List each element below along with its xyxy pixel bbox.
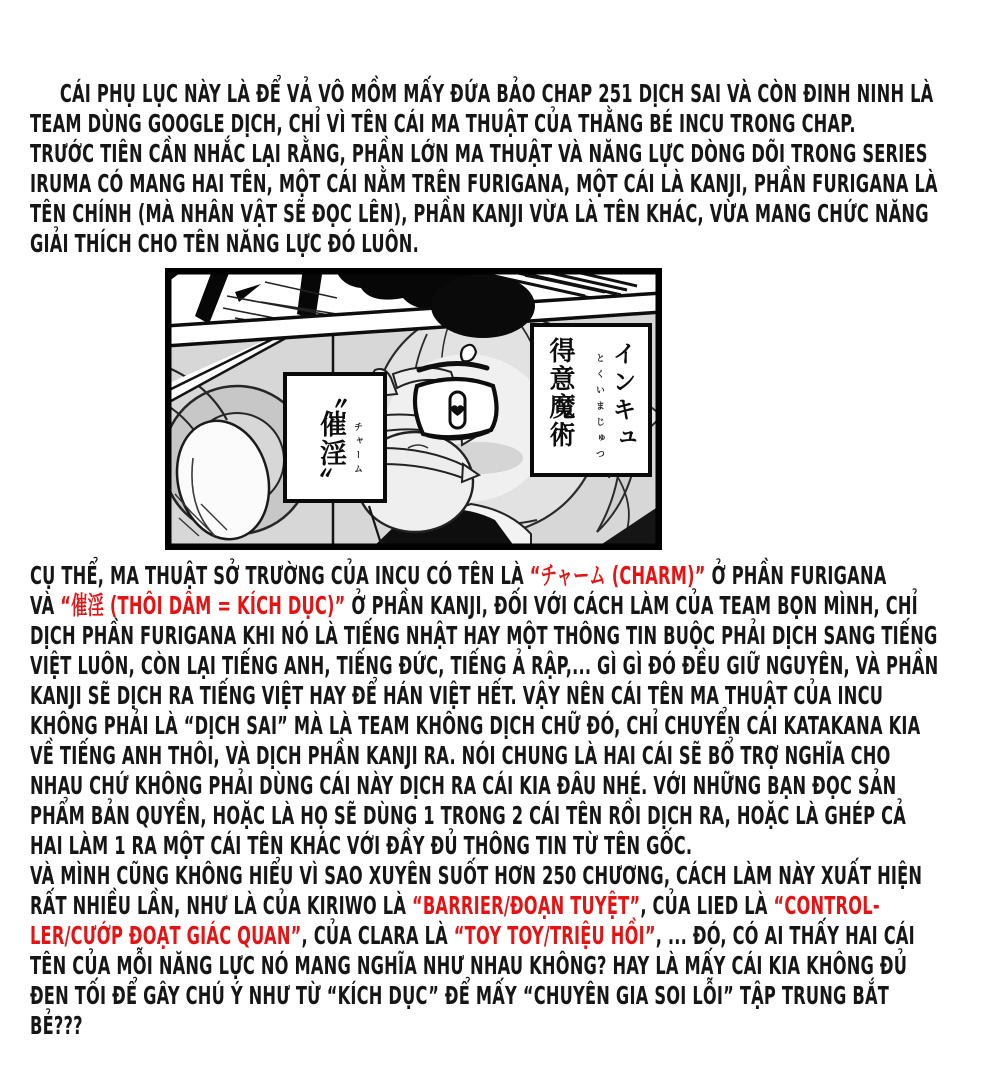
manga-caption-charm-box xyxy=(283,372,387,503)
caption-character-name: インキュ xyxy=(608,341,636,453)
text-line xyxy=(30,79,934,109)
text-segment: TÊN CHÍNH (MÀ NHÂN VẬT SẼ ĐỌC LÊN), PHẦN KANJI VỪA LÀ TÊN KHÁC, VỪA MANG CHỨC NĂNG xyxy=(30,199,929,228)
text-line xyxy=(30,801,907,831)
text-segment: PHẨM BẢN QUYỀN, HOẶC LÀ HỌ SẼ DÙNG 1 TRONG 2 CÁI TÊN RỒI DỊCH RA, HOẶC LÀ GHÉP CẢ xyxy=(30,801,907,830)
text-line xyxy=(30,651,939,681)
highlighted-term: “催淫 (THÔI DÂM = KÍCH DỤC)” xyxy=(60,591,346,620)
text-segment: TRƯỚC TIÊN CẦN NHẮC LẠI RẰNG, PHẦN LỚN MA THUẬT VÀ NĂNG LỰC DÒNG DÕI TRONG SERIES xyxy=(30,139,928,168)
highlighted-term: “BARRIER/ĐOẠN TUYỆT” xyxy=(411,891,641,920)
annotation-text-top xyxy=(30,79,970,259)
text-line xyxy=(30,951,908,981)
text-line xyxy=(30,891,880,921)
caption-charm-kanji: 〝催淫〟 xyxy=(315,381,346,497)
text-segment: CỤ THỂ, MA THUẬT SỞ TRƯỜNG CỦA INCU CÓ TÊN LÀ xyxy=(30,561,530,590)
text-line xyxy=(30,711,921,741)
text-segment: Ở PHẦN FURIGANA xyxy=(705,561,887,590)
text-line xyxy=(30,169,938,199)
text-segment: TÊN CỦA MỖI NĂNG LỰC NÓ MANG NGHĨA NHƯ NHAU KHÔNG? HAY LÀ MẤY CÁI KIA KHÔNG ĐỦ xyxy=(30,951,908,980)
text-segment: VIỆT LUÔN, CÒN LẠI TIẾNG ANH, TIẾNG ĐỨC, TIẾNG Ả RẬP,... GÌ GÌ ĐÓ ĐỀU GIỮ NGUYÊN, VÀ PHẦN xyxy=(30,651,939,680)
text-segment: NHAU CHỨ KHÔNG PHẢI DÙNG CÁI NÀY DỊCH RA CÁI KIA ĐÂU NHÉ. VỚI NHỮNG BẠN ĐỌC SẢN xyxy=(30,771,897,800)
text-segment: VÀ xyxy=(30,591,61,620)
text-segment: RẤT NHIỀU LẦN, NHƯ LÀ CỦA KIRIWO LÀ xyxy=(30,891,412,920)
text-segment: TEAM DÙNG GOOGLE DỊCH, CHỈ VÌ TÊN CÁI MA THUẬT CỦA THẰNG BÉ INCU TRONG CHAP. xyxy=(30,109,856,138)
text-line xyxy=(30,921,915,951)
text-segment: BẺ??? xyxy=(30,1011,83,1040)
text-line xyxy=(30,139,928,169)
text-segment: , CỦA LIED LÀ xyxy=(640,891,774,920)
text-segment: DỊCH PHẦN FURIGANA KHI NÓ LÀ TIẾNG NHẬT HAY MỘT THÔNG TIN BUỘC PHẢI DỊCH SANG TIẾNG xyxy=(30,621,938,650)
text-segment: , CỦA CLARA LÀ xyxy=(301,921,454,950)
annotation-text-bottom xyxy=(30,561,970,1041)
highlighted-term: “チャーム (CHARM)” xyxy=(529,561,706,590)
caption-skill-furigana: とくいまじゅつ xyxy=(594,353,604,465)
text-segment: IRUMA CÓ MANG HAI TÊN, MỘT CÁI NẰM TRÊN FURIGANA, MỘT CÁI LÀ KANJI, PHẦN FURIGANA LÀ xyxy=(30,169,938,198)
text-segment: GIẢI THÍCH CHO TÊN NĂNG LỰC ĐÓ LUÔN. xyxy=(30,229,419,258)
text-segment: , ... ĐÓ, CÓ AI THẤY HAI CÁI xyxy=(655,921,915,950)
text-line xyxy=(30,229,641,259)
text-line xyxy=(30,109,856,139)
manga-panel xyxy=(165,268,662,550)
text-segment: HAI LÀM 1 RA MỘT CÁI TÊN KHÁC VỚI ĐẦY ĐỦ THÔNG TIN TỪ TÊN GỐC. xyxy=(30,831,693,860)
text-segment: VÀ MÌNH CŨNG KHÔNG HIỂU VÌ SAO XUYÊN SUỐT HƠN 250 CHƯƠNG, CÁCH LÀM NÀY XUẤT HIỆN xyxy=(30,861,923,890)
highlighted-term: LER/CƯỚP ĐOẠT GIÁC QUAN” xyxy=(30,921,302,950)
text-line xyxy=(30,831,693,861)
text-segment: CÁI PHỤ LỤC NÀY LÀ ĐỂ VẢ VÔ MỒM MẤY ĐỨA BẢO CHAP 251 DỊCH SAI VÀ CÒN ĐINH NINH LÀ xyxy=(59,79,934,108)
text-line xyxy=(30,741,891,771)
text-segment: KANJI SẼ DỊCH RA TIẾNG VIỆT HAY ĐỂ HÁN VIỆT HẾT. VẬY NÊN CÁI TÊN MA THUẬT CỦA INCU xyxy=(30,681,884,710)
text-line xyxy=(30,1011,641,1041)
text-line xyxy=(30,621,938,651)
text-line xyxy=(30,771,897,801)
text-line xyxy=(30,591,918,621)
text-line xyxy=(30,561,887,591)
text-segment: KHÔNG PHẢI LÀ “DỊCH SAI” MÀ LÀ TEAM KHÔNG DỊCH CHỮ ĐÓ, CHỈ CHUYỂN CÁI KATAKANA KIA xyxy=(30,711,921,740)
text-line xyxy=(30,199,929,229)
text-line xyxy=(30,861,923,891)
text-segment: ĐEN TỐI ĐỂ GÂY CHÚ Ý NHƯ TỪ “KÍCH DỤC” ĐỂ MẤY “CHUYÊN GIA SOI LỖI” TẬP TRUNG BẮT xyxy=(30,981,890,1010)
caption-skill-kanji: 得意魔術 xyxy=(545,337,575,449)
manga-caption-skill-box xyxy=(530,323,652,477)
caption-charm-furigana: チャーム xyxy=(352,422,362,478)
text-segment: Ở PHẦN KANJI, ĐỐI VỚI CÁCH LÀM CỦA TEAM BỌN MÌNH, CHỈ xyxy=(345,591,918,620)
highlighted-term: “CONTROL- xyxy=(773,891,880,920)
text-line xyxy=(30,681,884,711)
text-line xyxy=(30,981,890,1011)
highlighted-term: “TOY TOY/TRIỆU HỒI” xyxy=(453,921,656,950)
text-segment: VỀ TIẾNG ANH THÔI, VÀ DỊCH PHẦN KANJI RA. NÓI CHUNG LÀ HAI CÁI SẼ BỔ TRỢ NGHĨA CHO xyxy=(30,741,891,770)
